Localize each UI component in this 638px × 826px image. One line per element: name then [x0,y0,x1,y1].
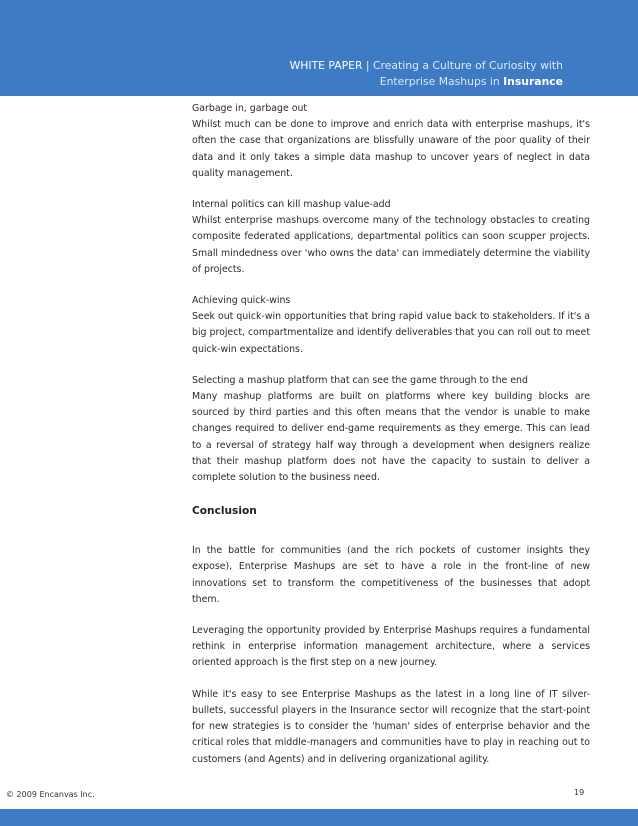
section-mashup-platform [192,373,590,486]
section-paragraph: Many mashup platforms are built on platforms where key building blocks are sourced by third parties and this often means that the vendor is unable to make changes required to deliver end-game requirements as they emerge. This can lead to a reversal of strategy half way through a development when designers realize that their mashup platform does not have the capacity to sustain to deliver a complete solution to the business need. [192,391,590,484]
section-heading: Achieving quick-wins [192,295,291,307]
section-heading: Selecting a mashup platform that can see the game through to the end [192,374,528,386]
header-title-part-1: Creating a Culture of Curiosity with [373,59,563,72]
document-body [192,101,590,783]
section-quick-wins [192,293,590,358]
section-paragraph: Seek out quick-win opportunities that bring rapid value back to stakeholders. If it's a big project, compartmentalize and identify deliverables that you can roll out to meet quick-win expectations. [192,311,590,355]
section-garbage-in [192,101,590,182]
header-banner [0,0,638,96]
section-paragraph: Whilst enterprise mashups overcome many of the technology obstacles to creating composite federated applications, departmental politics can soon scupper projects. Small mindedness over 'who owns the data' can immediately determine the viability of projects. [192,215,590,275]
page-number: 19 [574,788,585,797]
conclusion-paragraph: While it's easy to see Enterprise Mashups as the latest in a long line of IT silver-bullets, successful players in the Insurance sector will recognize that the start-point for new strategies is to consider the 'human' sides of enterprise behavior and the critical roles that middle-managers and communities have to play in reaching out to customers (and Agents) and in delivering organizational agility. [192,688,590,765]
header-separator: | [362,59,373,72]
conclusion-heading: Conclusion [192,505,257,518]
conclusion-paragraph: In the battle for communities (and the rich pockets of customer insights they expose), Enterprise Mashups are set to have a role in the front-line of new innovations set to transform the competitiveness of the businesses that adopt them. [192,545,590,605]
conclusion-paragraph: Leveraging the opportunity provided by Enterprise Mashups requires a fundamental rethink in enterprise information management architecture, where a services oriented approach is the first step on a new journey. [192,625,590,669]
header-label: WHITE PAPER [289,59,363,72]
footer-copyright: © 2009 Encanvas Inc. [6,790,95,799]
section-heading: Internal politics can kill mashup value-add [192,199,391,211]
section-internal-politics [192,197,590,278]
section-heading: Garbage in, garbage out [192,103,308,114]
section-paragraph: Whilst much can be done to improve and enrich data with enterprise mashups, it's often the case that organizations are blissfully unaware of the poor quality of their data and it only takes a simple data mashup to uncover years of neglect in data quality management. [192,119,590,179]
header-title-part-2: Enterprise Mashups in [379,75,504,88]
header-title-line-1 [290,58,563,74]
header-title-line-2 [380,74,563,90]
footer-bar [0,809,638,826]
header-title-bold: Insurance [503,75,563,88]
